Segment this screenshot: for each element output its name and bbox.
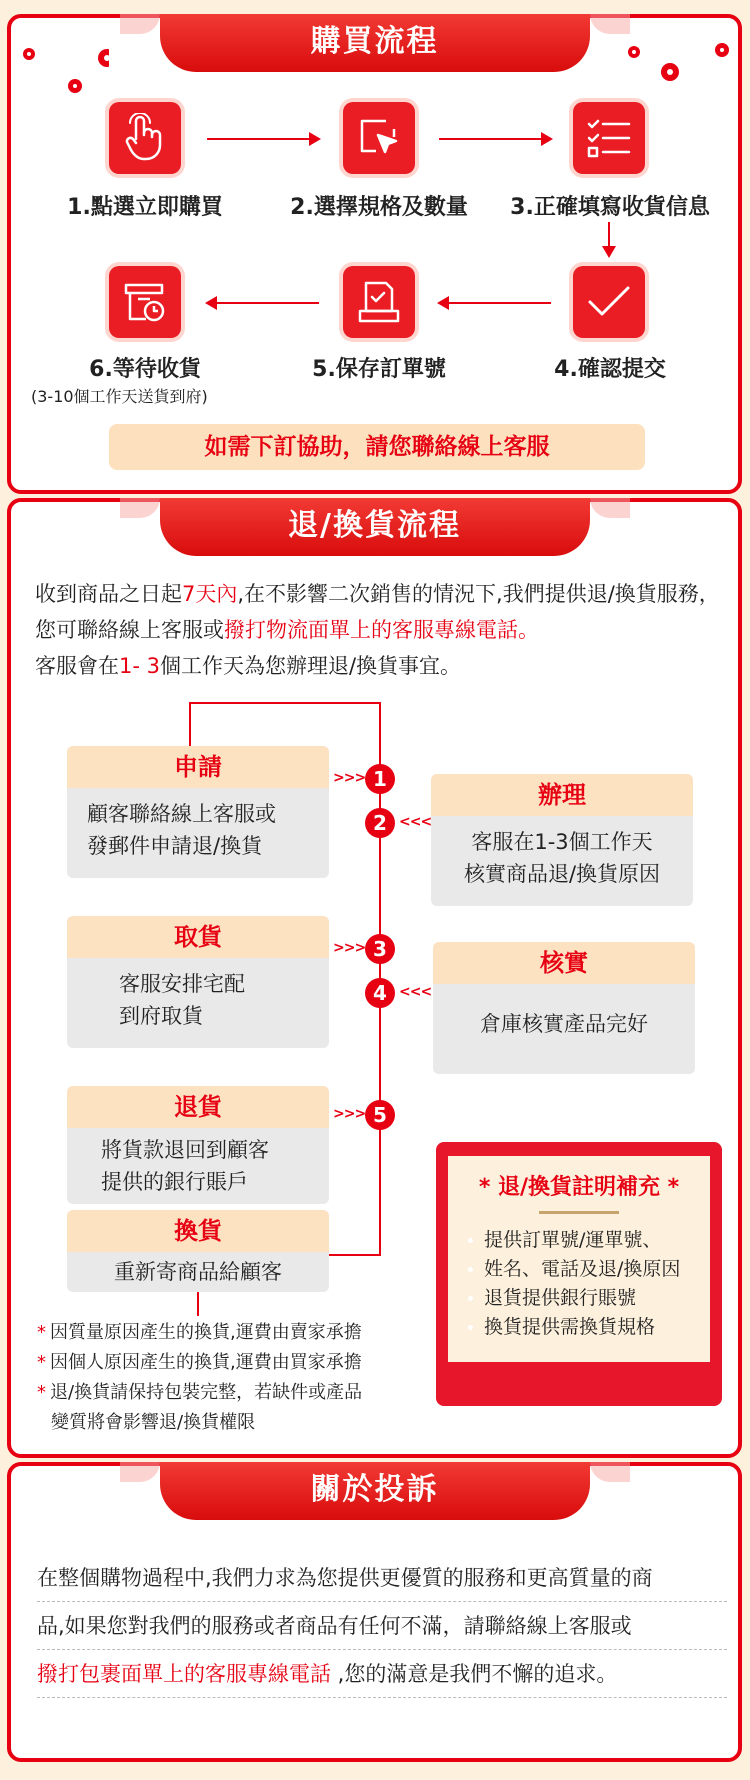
supplement-inner [448,1156,710,1362]
note-text: 退/換貨請保持包裝完整，若缺件或產品 [50,1382,363,1403]
complaint-title: 關於投訴 [160,1462,590,1520]
flow-handle-title: 辦理 [431,774,693,816]
step-number-1: 1 [365,764,395,794]
flow-pickup-line: 客服安排宅配 [119,972,245,996]
ornament-icon [19,34,109,94]
star-icon: * [37,1322,46,1343]
step-label-6: 6.等待收貨 [89,357,201,382]
flow-verify-line: 倉庫核實產品完好 [480,1012,648,1036]
hand-pointer-icon [109,102,181,174]
flow-exchange-line: 重新寄商品給顧客 [114,1260,282,1284]
chevron-left-icon: <<< [399,984,432,1000]
step-label-3: 3.正確填寫收貨信息 [510,195,710,220]
chevron-right-icon: >>> [333,940,366,956]
supplement-item: 退貨提供銀行賬號 [458,1284,700,1313]
ornament-icon [622,32,732,92]
flow-apply-title: 申請 [67,746,329,788]
supplement-title: * 退/換貨註明補充 * [478,1175,680,1200]
return-notes [37,1318,362,1438]
step-number-5: 5 [365,1100,395,1130]
flow-handle-body [431,816,693,900]
complaint-line: 品,如果您對我們的服務或者商品有任何不滿，請聯絡線上客服或 [37,1602,727,1650]
complaint-highlight: 撥打包裹面單上的客服專線電話 [37,1662,331,1686]
flow-handle-line: 客服在1-3個工作天 [471,830,653,854]
flow-pickup-title: 取貨 [67,916,329,958]
note-item [37,1348,362,1378]
returns-intro [35,576,725,684]
note-item [37,1318,362,1348]
step-label-1: 1.點選立即購買 [67,195,223,220]
flow-apply-body [67,788,329,872]
arrow-down-icon [608,222,610,256]
complaint-text [37,1554,727,1698]
flow-refund-body [67,1128,329,1204]
supplement-item: 換貨提供需換貨規格 [458,1313,700,1342]
note-item [37,1378,362,1408]
supplement-item-cont: 姓名、電話及退/換原因 [458,1255,700,1284]
note-text: 變質將會影響退/換貨權限 [51,1412,256,1433]
checkmark-icon [573,266,645,338]
step-label-2: 2.選擇規格及數量 [290,195,468,220]
flow-line [189,702,191,746]
divider [539,1211,619,1214]
flow-pickup-body [67,958,329,1042]
step-number-4: 4 [365,978,395,1008]
checklist-icon [573,102,645,174]
flow-refund-line: 提供的銀行賬戶 [101,1170,248,1194]
step6-note: (3-10個工作天送貨到府) [31,387,208,406]
document-icon [343,266,415,338]
step-number-3: 3 [365,934,395,964]
arrow-right-icon [207,138,319,140]
note-item [37,1408,362,1438]
intro-highlight: 7天內 [182,582,238,606]
note-text: 因個人原因產生的換貨,運費由買家承擔 [50,1352,362,1373]
arrow-left-icon [439,302,551,304]
flow-line [321,1254,381,1256]
supplement-item: 提供訂單號/運單號、 [458,1226,700,1255]
complaint-line: 在整個購物過程中,我們力求為您提供更優質的服務和更高質量的商 [37,1554,727,1602]
returns-card [7,498,742,1458]
flow-verify-body [433,984,695,1050]
arrow-left-icon [207,302,319,304]
flow-verify-title: 核實 [433,942,695,984]
flow-exchange-title: 換貨 [67,1210,329,1252]
returns-title: 退/換貨流程 [160,498,590,556]
flow-handle-line: 核實商品退/換貨原因 [463,862,661,886]
star-icon: * [37,1352,46,1373]
help-banner: 如需下訂協助，請您聯絡線上客服 [109,424,645,470]
purchase-card [7,14,742,494]
intro-text: 客服會在 [35,654,119,678]
flow-pickup [67,916,329,1048]
flow-refund [67,1086,329,1204]
step-label-4: 4.確認提交 [554,357,666,382]
intro-highlight: 撥打物流面單上的客服專線電話。 [224,618,539,642]
chevron-right-icon: >>> [333,1106,366,1122]
flow-refund-line: 將貨款退回到顧客 [101,1138,269,1162]
step-label-5: 5.保存訂單號 [312,357,446,382]
flow-line [189,702,381,704]
flow-handle [431,774,693,906]
star-icon: * [37,1382,46,1403]
step-number-2: 2 [365,808,395,838]
supplement-box [436,1142,722,1406]
complaint-line [37,1650,727,1698]
intro-text: 收到商品之日起 [35,582,182,606]
complaint-text-end: ,您的滿意是我們不懈的追求。 [331,1662,618,1686]
cursor-select-icon [343,102,415,174]
flow-exchange-body [67,1252,329,1292]
intro-highlight: 1- 3 [119,654,160,678]
flow-verify [433,942,695,1074]
flow-apply-line: 發郵件申請退/換貨 [87,834,263,858]
flow-line [197,1292,199,1316]
note-text: 因質量原因產生的換貨,運費由賣家承擔 [50,1322,362,1343]
intro-text: ,在不影響二次銷售的情況下,我們提供退/換貨服務，您可聯絡線上客服或 [35,582,720,642]
flow-apply [67,746,329,878]
intro-text: 個工作天為您辦理退/換貨事宜。 [159,654,462,678]
flow-apply-line: 顧客聯絡線上客服或 [87,802,276,826]
chevron-left-icon: <<< [399,814,432,830]
arrow-right-icon [439,138,551,140]
purchase-title: 購買流程 [160,14,590,72]
flow-refund-title: 退貨 [67,1086,329,1128]
flow-pickup-line: 到府取貨 [119,1004,203,1028]
box-clock-icon [109,266,181,338]
chevron-right-icon: >>> [333,770,366,786]
complaint-card [7,1462,742,1762]
flow-exchange [67,1210,329,1292]
